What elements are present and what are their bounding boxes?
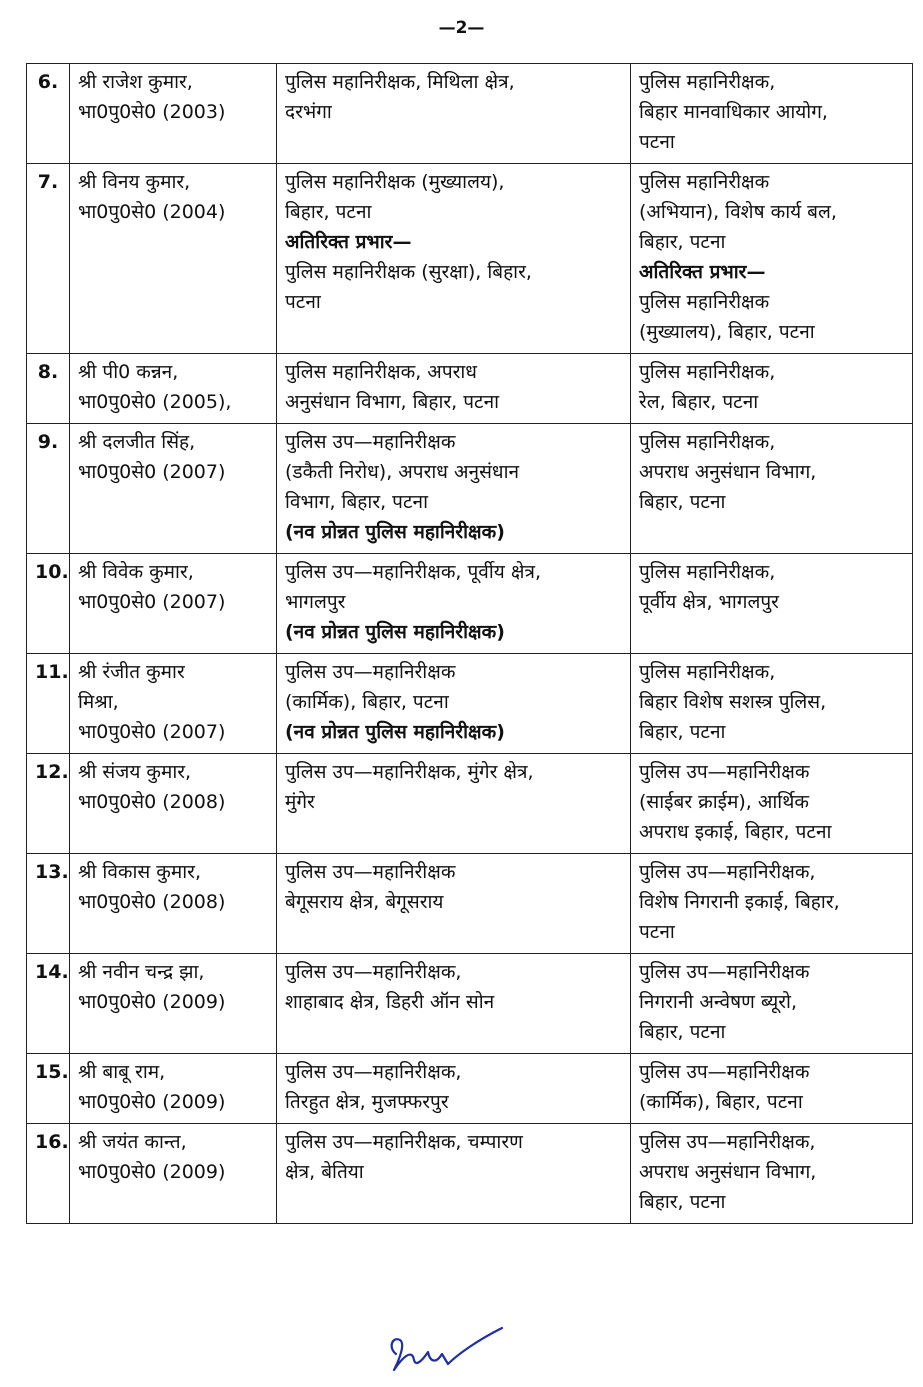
officer-line: श्री रंजीत कुमार [78,661,185,683]
serial-number: 16. [27,1124,70,1224]
posting-note-line: (नव प्रोन्नत पुलिस महानिरीक्षक) [285,621,505,643]
serial-number: 10. [27,554,70,654]
current-posting-cell [277,1054,631,1124]
serial-number: 9. [27,424,70,554]
posting-line: पुलिस उप—महानिरीक्षक [285,661,456,683]
posting-line: बिहार, पटना [639,1021,726,1043]
officer-line: भा0पु0से0 (2009) [78,1161,226,1183]
officer-line: श्री विनय कुमार, [78,171,191,193]
posting-line: विभाग, बिहार, पटना [285,491,429,513]
posting-line: पुलिस महानिरीक्षक (सुरक्षा), बिहार, [285,261,532,283]
officer-name-cell [70,424,277,554]
signature-mark [378,1318,508,1380]
posting-line: पुलिस महानिरीक्षक, [639,661,776,683]
transfer-posting-table [26,63,913,1224]
posting-line: निगरानी अन्वेषण ब्यूरो, [639,991,797,1013]
table-row [27,1054,913,1124]
officer-line: भा0पु0से0 (2005), [78,391,232,413]
officer-line: श्री पी0 कन्नन, [78,361,179,383]
posting-line: अनुसंधान विभाग, बिहार, पटना [285,391,500,413]
posting-line: (डकैती निरोध), अपराध अनुसंधान [285,461,520,483]
current-posting-cell [277,64,631,164]
officer-line: श्री जयंत कान्त, [78,1131,187,1153]
officer-line: भा0पु0से0 (2007) [78,721,226,743]
table-row [27,1124,913,1224]
posting-line: पुलिस उप—महानिरीक्षक, चम्पारण [285,1131,523,1153]
table-row [27,654,913,754]
officer-name-cell [70,654,277,754]
posting-note-line: (नव प्रोन्नत पुलिस महानिरीक्षक) [285,721,505,743]
officer-line: श्री विकास कुमार, [78,861,201,883]
officer-line: भा0पु0से0 (2004) [78,201,226,223]
table-row [27,954,913,1054]
serial-number: 15. [27,1054,70,1124]
officer-name-cell [70,1124,277,1224]
new-posting-cell [631,424,913,554]
posting-line: पुलिस उप—महानिरीक्षक [285,431,456,453]
new-posting-cell [631,554,913,654]
table-row [27,354,913,424]
new-posting-cell [631,1124,913,1224]
officer-line: श्री नवीन चन्द्र झा, [78,961,205,983]
posting-line: पुलिस महानिरीक्षक [639,291,770,313]
posting-line: पुलिस महानिरीक्षक, मिथिला क्षेत्र, [285,71,515,93]
officer-line: भा0पु0से0 (2009) [78,991,226,1013]
posting-line: पुलिस उप—महानिरीक्षक [639,961,810,983]
current-posting-cell [277,554,631,654]
posting-line: बिहार, पटना [639,231,726,253]
posting-line: पुलिस महानिरीक्षक, [639,71,776,93]
posting-line: (मुख्यालय), बिहार, पटना [639,321,815,343]
posting-line: बिहार मानवाधिकार आयोग, [639,101,828,123]
officer-line: भा0पु0से0 (2003) [78,101,226,123]
posting-line: अपराध अनुसंधान विभाग, [639,1161,817,1183]
officer-line: भा0पु0से0 (2009) [78,1091,226,1113]
posting-line: पुलिस महानिरीक्षक (मुख्यालय), [285,171,505,193]
officer-name-cell [70,754,277,854]
officer-name-cell [70,554,277,654]
officer-line: श्री दलजीत सिंह, [78,431,196,453]
current-posting-cell [277,654,631,754]
posting-line: बिहार, पटना [639,491,726,513]
current-posting-cell [277,1124,631,1224]
posting-line: पुलिस महानिरीक्षक, अपराध [285,361,477,383]
officer-name-cell [70,1054,277,1124]
table-row [27,754,913,854]
serial-number: 13. [27,854,70,954]
posting-line: (कार्मिक), बिहार, पटना [639,1091,803,1113]
serial-number: 11. [27,654,70,754]
table-row [27,854,913,954]
serial-number: 8. [27,354,70,424]
serial-number: 7. [27,164,70,354]
new-posting-cell [631,954,913,1054]
posting-note-line: (नव प्रोन्नत पुलिस महानिरीक्षक) [285,521,505,543]
serial-number: 14. [27,954,70,1054]
posting-line: पूर्वीय क्षेत्र, भागलपुर [639,591,779,613]
officer-line: भा0पु0से0 (2008) [78,791,226,813]
posting-line: रेल, बिहार, पटना [639,391,759,413]
officer-name-cell [70,954,277,1054]
current-posting-cell [277,754,631,854]
officer-line: भा0पु0से0 (2007) [78,591,226,613]
posting-line: पुलिस उप—महानिरीक्षक, पूर्वीय क्षेत्र, [285,561,541,583]
new-posting-cell [631,654,913,754]
officer-line: श्री बाबू राम, [78,1061,166,1083]
posting-line: बिहार विशेष सशस्त्र पुलिस, [639,691,827,713]
serial-number: 12. [27,754,70,854]
posting-note-line: अतिरिक्त प्रभार— [639,261,766,283]
posting-line: अपराध इकाई, बिहार, पटना [639,821,832,843]
posting-line: पुलिस उप—महानिरीक्षक, मुंगेर क्षेत्र, [285,761,534,783]
posting-line: तिरहुत क्षेत्र, मुजफ्फरपुर [285,1091,449,1113]
posting-line: पुलिस महानिरीक्षक, [639,361,776,383]
officer-line: श्री संजय कुमार, [78,761,192,783]
posting-line: मुंगेर [285,791,315,813]
current-posting-cell [277,424,631,554]
posting-line: पुलिस उप—महानिरीक्षक [639,1061,810,1083]
current-posting-cell [277,954,631,1054]
posting-line: बिहार, पटना [639,1191,726,1213]
posting-line: पुलिस उप—महानिरीक्षक [285,861,456,883]
officer-name-cell [70,854,277,954]
current-posting-cell [277,854,631,954]
table-row [27,64,913,164]
officer-line: श्री विवेक कुमार, [78,561,194,583]
posting-line: (साईबर क्राईम), आर्थिक [639,791,809,813]
posting-line: अपराध अनुसंधान विभाग, [639,461,817,483]
officer-line: भा0पु0से0 (2007) [78,461,226,483]
posting-line: पुलिस उप—महानिरीक्षक, [285,1061,462,1083]
officer-name-cell [70,354,277,424]
posting-line: पुलिस महानिरीक्षक, [639,431,776,453]
posting-line: पुलिस उप—महानिरीक्षक [639,761,810,783]
posting-line: शाहाबाद क्षेत्र, डिहरी ऑन सोन [285,991,495,1013]
officer-line: श्री राजेश कुमार, [78,71,193,93]
current-posting-cell [277,164,631,354]
new-posting-cell [631,1054,913,1124]
posting-line: पटना [639,921,675,943]
posting-line: दरभंगा [285,101,332,123]
table-row [27,554,913,654]
posting-line: पटना [639,131,675,153]
posting-line: बिहार, पटना [639,721,726,743]
new-posting-cell [631,64,913,164]
posting-line: पुलिस महानिरीक्षक, [639,561,776,583]
new-posting-cell [631,854,913,954]
posting-line: (अभियान), विशेष कार्य बल, [639,201,837,223]
officer-line: भा0पु0से0 (2008) [78,891,226,913]
posting-line: विशेष निगरानी इकाई, बिहार, [639,891,840,913]
new-posting-cell [631,164,913,354]
posting-line: पुलिस उप—महानिरीक्षक, [285,961,462,983]
page-number: —2— [438,18,485,38]
table-row [27,424,913,554]
table-row [27,164,913,354]
new-posting-cell [631,754,913,854]
posting-line: पुलिस उप—महानिरीक्षक, [639,861,816,883]
posting-line: पुलिस उप—महानिरीक्षक, [639,1131,816,1153]
current-posting-cell [277,354,631,424]
posting-line: पुलिस महानिरीक्षक [639,171,770,193]
officer-name-cell [70,164,277,354]
officer-line: मिश्रा, [78,691,119,713]
posting-note-line: अतिरिक्त प्रभार— [285,231,412,253]
posting-line: बिहार, पटना [285,201,372,223]
posting-line: बेगूसराय क्षेत्र, बेगूसराय [285,891,444,913]
posting-line: क्षेत्र, बेतिया [285,1161,364,1183]
new-posting-cell [631,354,913,424]
serial-number: 6. [27,64,70,164]
posting-line: भागलपुर [285,591,346,613]
posting-line: (कार्मिक), बिहार, पटना [285,691,449,713]
posting-line: पटना [285,291,321,313]
officer-name-cell [70,64,277,164]
